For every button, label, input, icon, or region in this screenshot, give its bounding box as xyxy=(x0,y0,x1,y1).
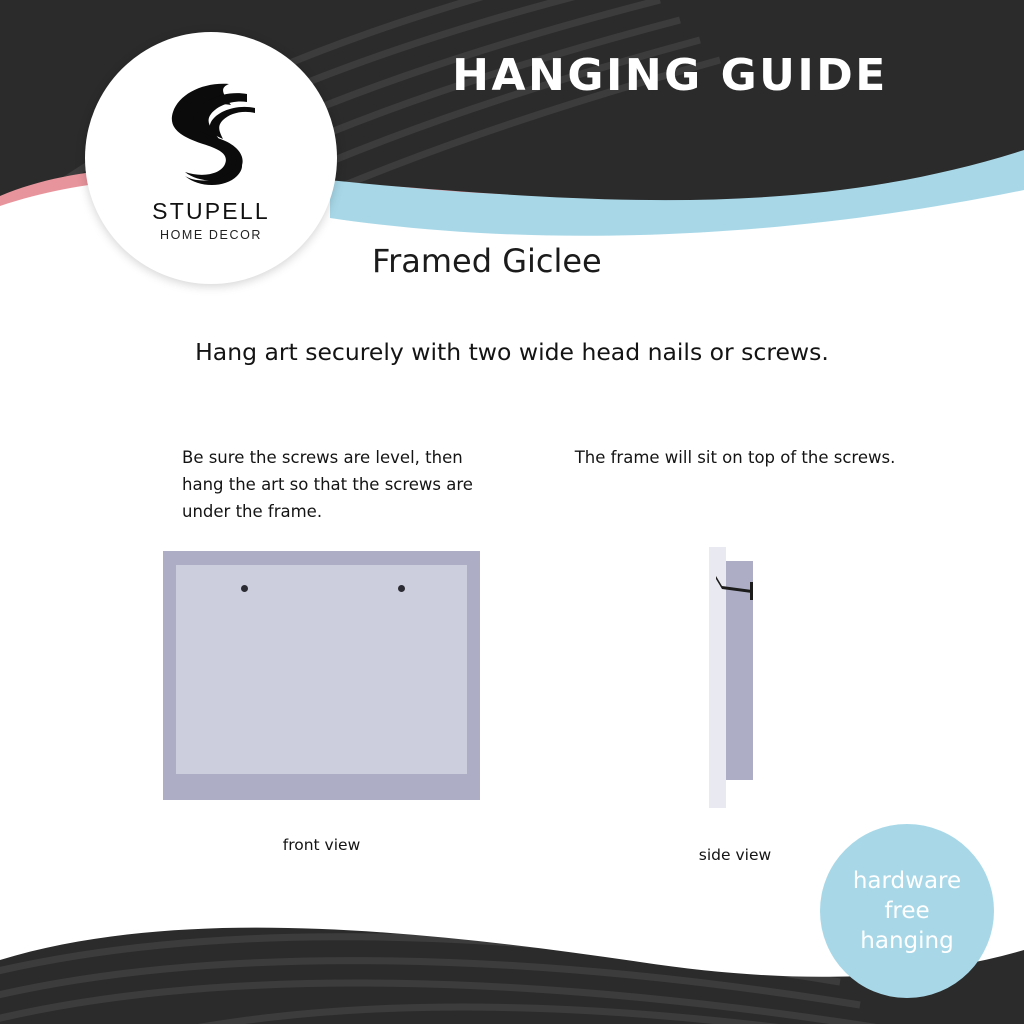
hardware-free-hanging-badge xyxy=(820,824,994,998)
screw-dot-right-icon xyxy=(398,585,405,592)
badge-line-2: free xyxy=(884,898,930,924)
side-view-caption: The frame will sit on top of the screws. xyxy=(574,448,896,467)
brand-name: STUPELL xyxy=(152,198,270,224)
stupell-swoosh-logo-icon xyxy=(151,80,271,192)
front-view-label: front view xyxy=(282,836,361,854)
main-instruction-text: Hang art securely with two wide head nails or screws. xyxy=(195,338,829,366)
front-view-panel xyxy=(150,444,495,525)
side-view-label: side view xyxy=(698,846,772,864)
brand-logo-badge xyxy=(85,32,337,284)
product-type-label: Framed Giclee xyxy=(372,242,602,280)
badge-line-1: hardware xyxy=(852,868,962,894)
page-title: HANGING GUIDE xyxy=(452,50,888,101)
nail-screw-icon xyxy=(700,570,770,610)
side-view-panel xyxy=(560,444,910,471)
brand-tagline: HOME DECOR xyxy=(159,228,263,242)
front-view-caption: Be sure the screws are level, then hang the art so that the screws are under the frame. xyxy=(182,448,473,521)
badge-line-3: hanging xyxy=(860,928,954,954)
framed-art-front-diagram xyxy=(163,551,480,800)
art-surface xyxy=(176,565,467,774)
screw-dot-left-icon xyxy=(241,585,248,592)
